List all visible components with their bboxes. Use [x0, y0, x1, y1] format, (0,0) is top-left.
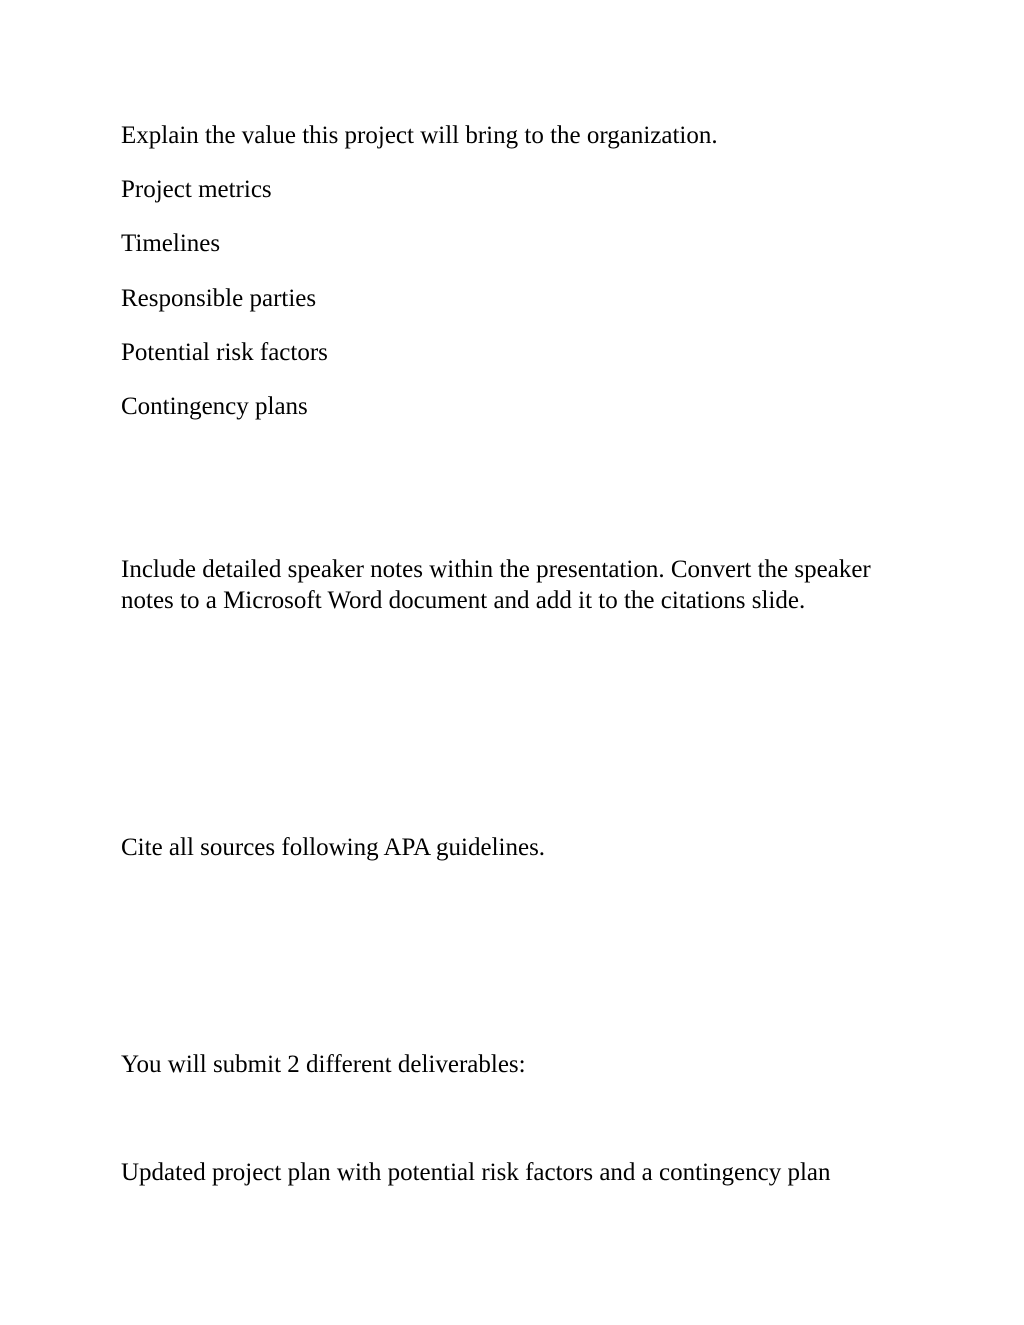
citation-instruction: Cite all sources following APA guidelines.: [121, 834, 546, 861]
potential-risk-factors-line: Potential risk factors: [121, 339, 328, 366]
timelines-line: Timelines: [121, 230, 221, 257]
contingency-plans-line: Contingency plans: [121, 393, 308, 420]
deliverables-intro: You will submit 2 different deliverables:: [121, 1051, 526, 1078]
value-explanation-line: Explain the value this project will bring to the organization.: [121, 122, 718, 149]
deliverable-item: Updated project plan with potential risk factors and a contingency plan: [121, 1159, 831, 1186]
speaker-notes-paragraph: Include detailed speaker notes within the presentation. Convert the speaker notes to a Microsoft Word document and add it to the citations slide.: [121, 556, 871, 614]
project-metrics-line: Project metrics: [121, 176, 272, 203]
responsible-parties-line: Responsible parties: [121, 285, 317, 312]
